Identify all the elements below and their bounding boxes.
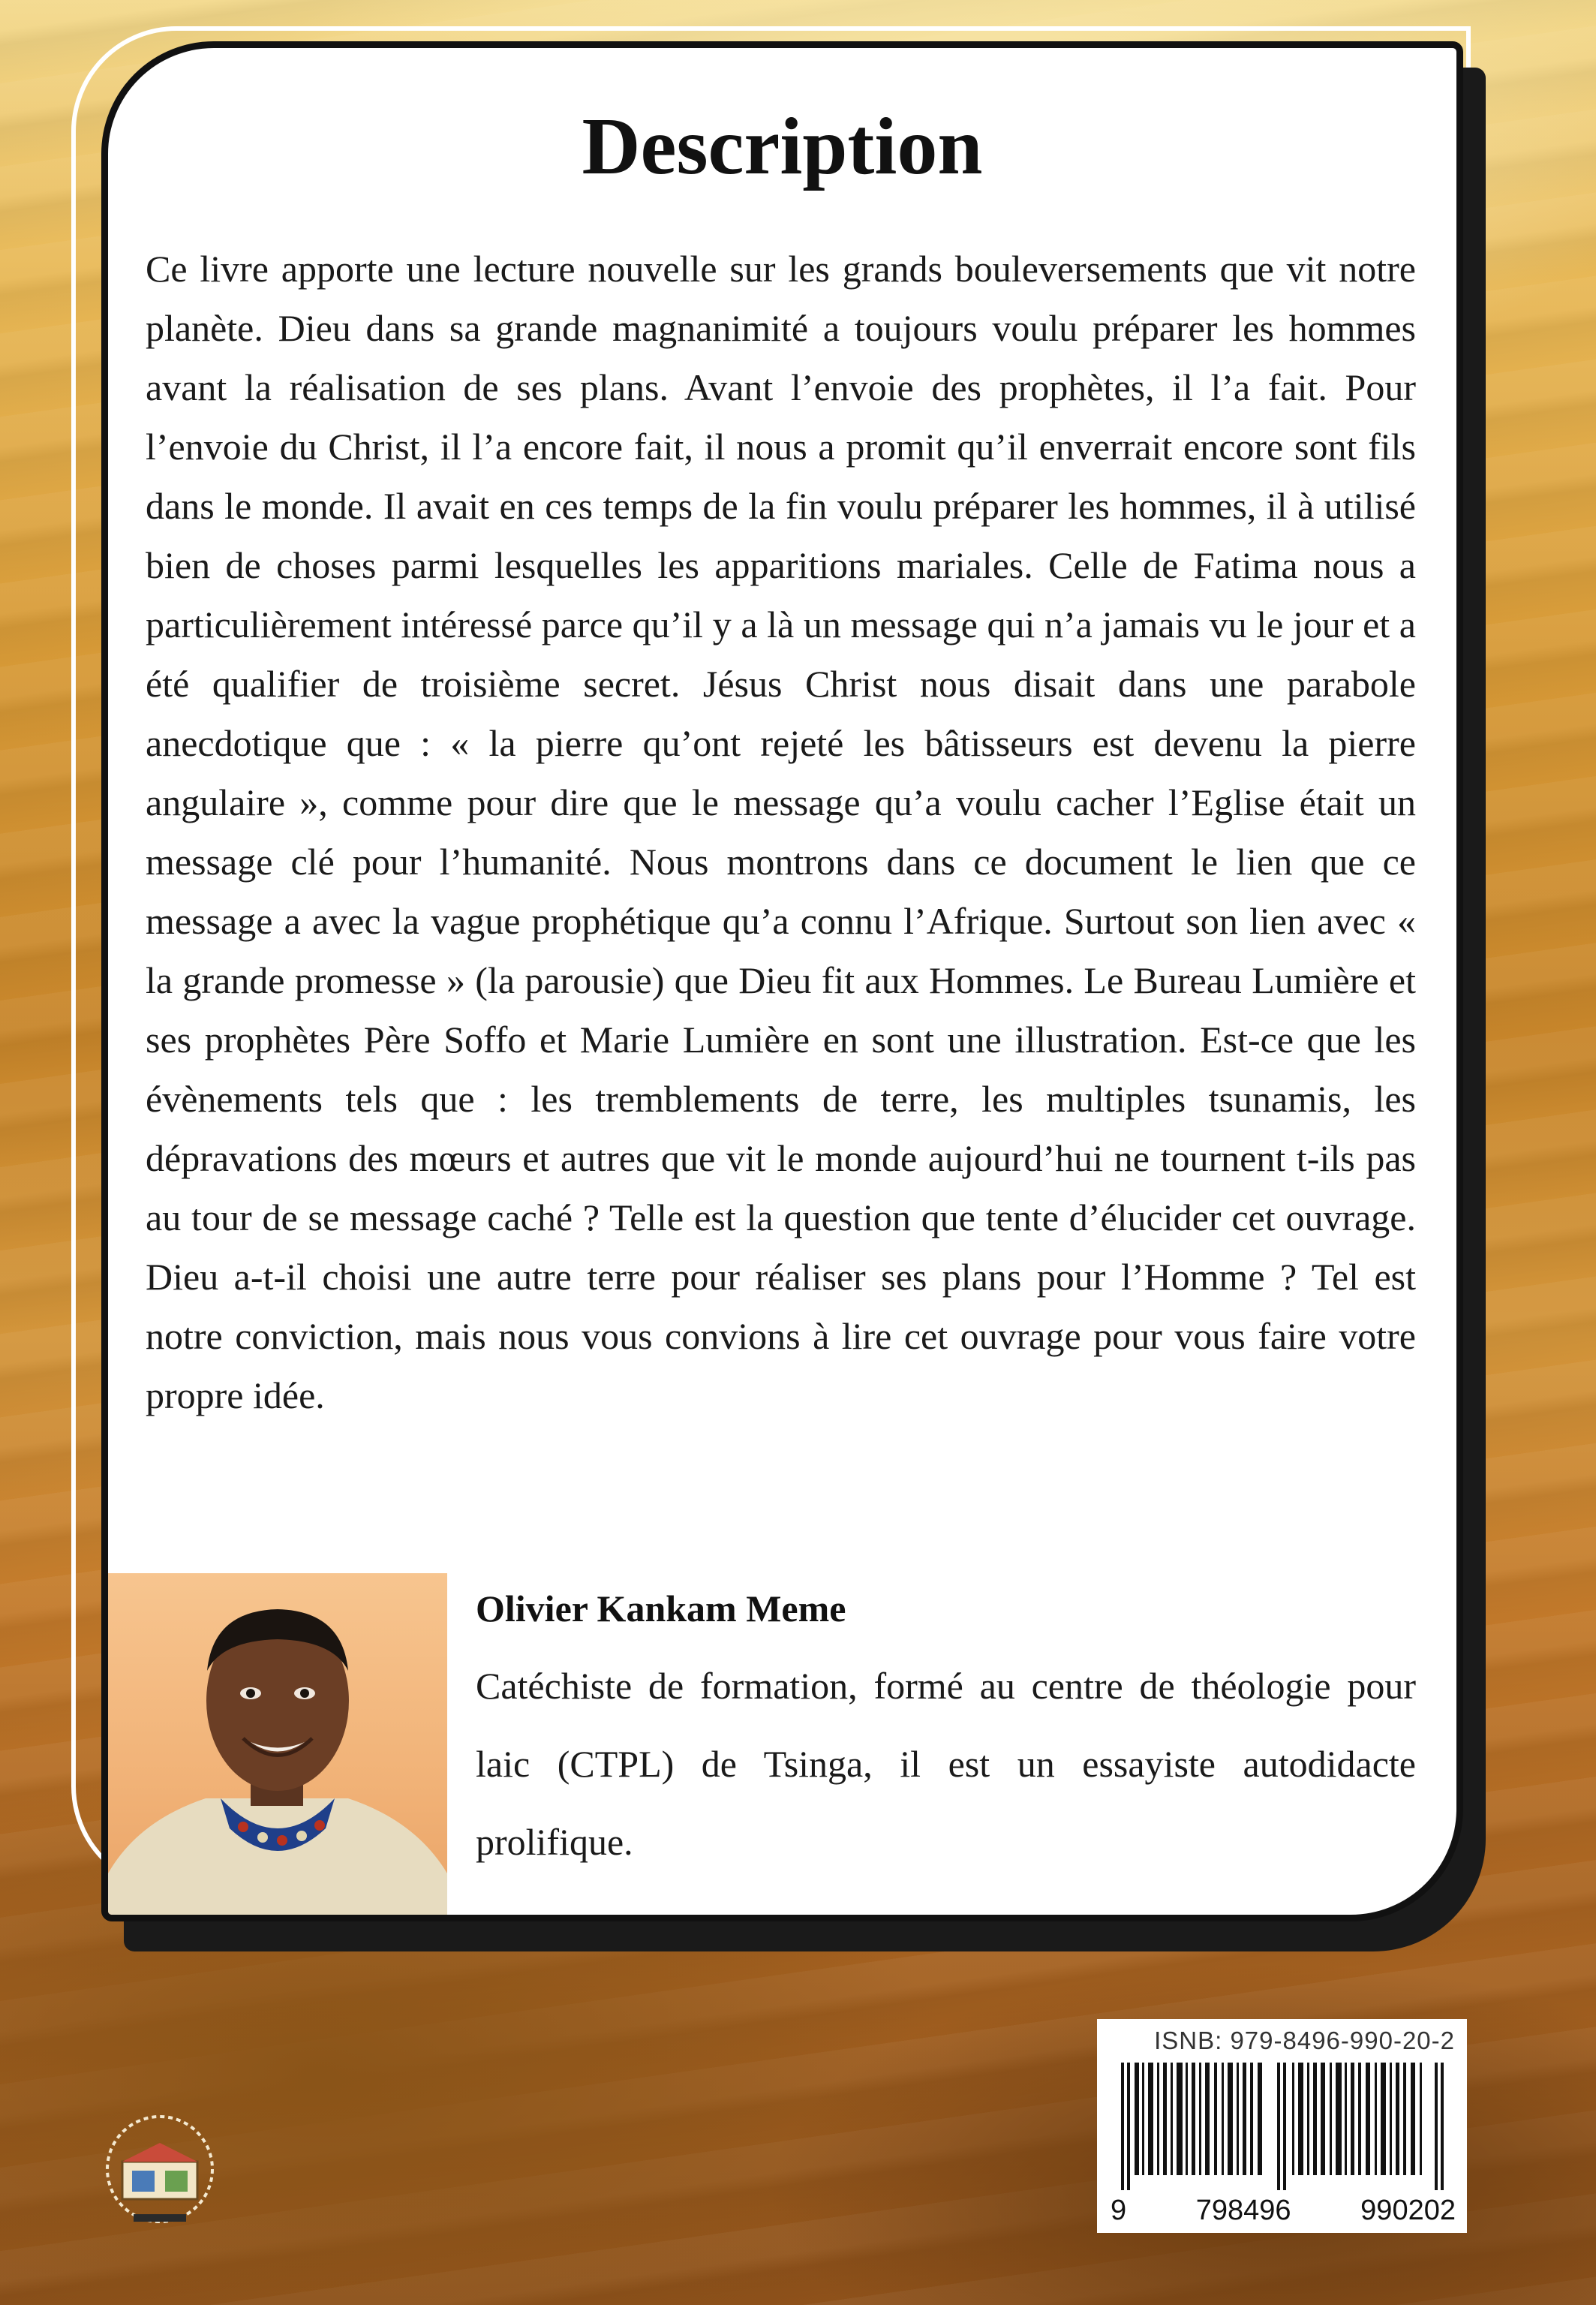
barcode-digits [1111, 2195, 1456, 2227]
barcode-bars [1111, 2063, 1456, 2190]
barcode-digit-right: 990202 [1360, 2195, 1456, 2226]
publisher-logo [89, 2109, 231, 2248]
barcode-digit-left: 798496 [1195, 2195, 1291, 2226]
isbn-barcode [1097, 2019, 1467, 2233]
author-photo [108, 1573, 447, 1921]
author-name: Olivier Kankam Meme [476, 1587, 846, 1629]
isbn-label: ISNB: 979-8496-990-20-2 [1154, 2027, 1455, 2054]
author-bio: Catéchiste de formation, formé au centre de théologie pour laic (CTPL) de Tsinga, il est un essayiste autodidacte prolifique. [476, 1665, 1416, 1863]
page-title: Description [582, 102, 983, 191]
description-panel [101, 41, 1463, 1921]
description-text: Ce livre apporte une lecture nouvelle sur les grands bouleversements que vit notre planète. Dieu dans sa grande magnanimité a toujours voulu préparer les hommes avant la réalisation de ses plans. Avant l’envoie des prophètes, il l’a fait. Pour l’envoie du Christ, il l’a encore fait, il nous a promit qu’il enverrait encore sont fils dans le monde. Il avait en ces temps de la fin voulu préparer les hommes, il à utilisé bien de choses parmi lesquelles les apparitions mariales. Celle de Fatima nous a particulièrement intéressé parce qu’il y a là un message qui n’a jamais vu le jour et a été qualifier de troisième secret. Jésus Christ nous disait dans une parabole anecdotique que : « la pierre qu’ont rejeté les bâtisseurs est devenu la pierre angulaire », comme pour dire que le message qu’a voulu cacher l’Eglise était un message clé pour l’humanité. Nous montrons dans ce document le lien que ce message a avec la vague prophétique qu’a connu l’Afrique. Surtout son lien avec « la grande promesse » (la parousie) que Dieu fit aux Hommes. Le Bureau Lumière et ses prophètes Père Soffo et Marie Lumière en sont une illustration. Est-ce que les évènements tels que : les tremblements de terre, les multiples tsunamis, les dépravations des mœurs et autres que vit le monde aujourd’hui ne tournent t-ils pas au tour de se message caché ? Telle est la question que tente d’élucider cet ouvrage. Dieu a-t-il choisi une autre terre pour réaliser ses plans pour l’Homme ? Tel est notre conviction, mais nous vous convions à lire cet ouvrage pour vous faire votre propre idée. [146, 248, 1416, 1416]
author-portrait-image [108, 1573, 447, 1921]
barcode-digit-prefix: 9 [1111, 2195, 1127, 2226]
